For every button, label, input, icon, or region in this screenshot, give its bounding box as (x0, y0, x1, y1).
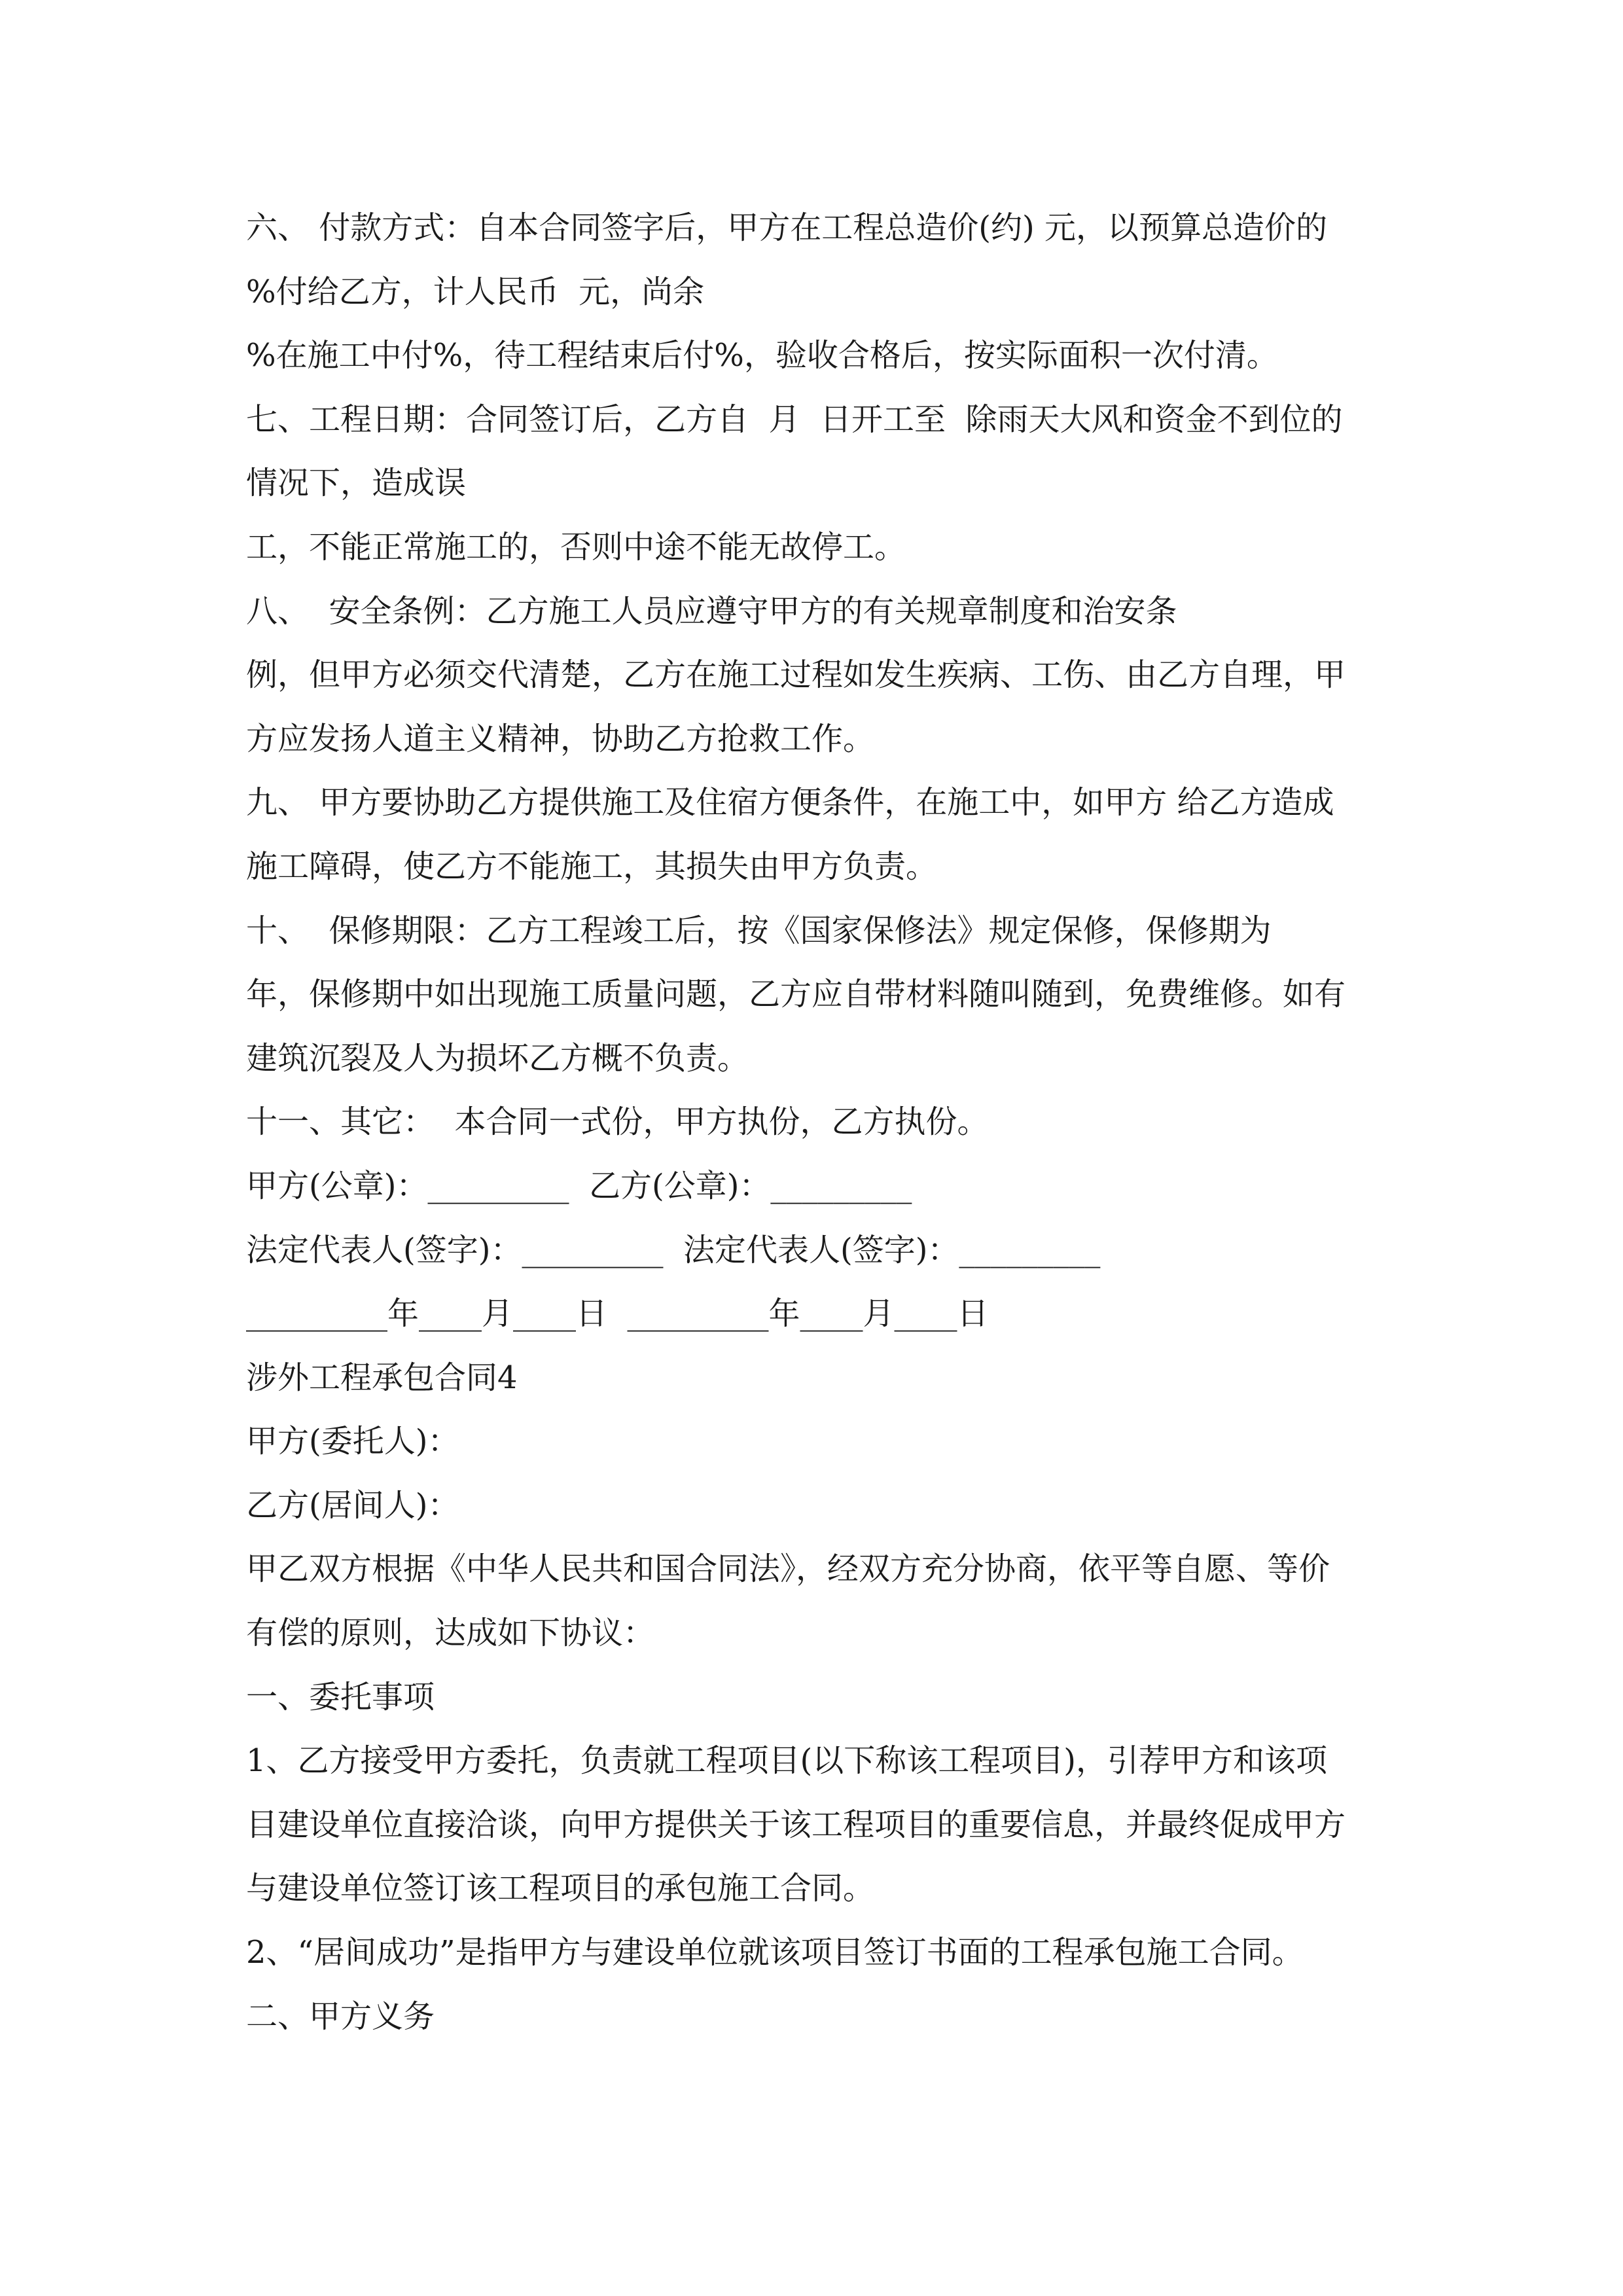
signature-line: 法定代表人(签字)：_________ 法定代表人(签字)：_________ (246, 1231, 1101, 1268)
text-line: 例，但甲方必须交代清楚，乙方在施工过程如发生疾病、工伤、由乙方自理，甲 (246, 656, 1346, 694)
text-line: 九、 甲方要协助乙方提供施工及住宿方便条件，在施工中，如甲方 给乙方造成 (246, 784, 1334, 821)
text-line: %在施工中付%，待工程结束后付%，验收合格后，按实际面积一次付清。 (246, 337, 1278, 374)
text-line: %付给乙方，计人民币 元，尚余 (246, 273, 705, 310)
text-line: 六、 付款方式：自本合同签字后，甲方在工程总造价(约) 元，以预算总造价的 (246, 209, 1327, 246)
text-line: 八、 安全条例：乙方施工人员应遵守甲方的有关规章制度和治安条 (246, 592, 1177, 630)
text-line: 年，保修期中如出现施工质量问题，乙方应自带材料随叫随到，免费维修。如有 (246, 976, 1346, 1013)
text-line: 建筑沉裂及人为损坏乙方概不负责。 (246, 1039, 749, 1077)
text-line: 目建设单位直接洽谈，向甲方提供关于该工程项目的重要信息，并最终促成甲方 (246, 1806, 1346, 1843)
text-line: 情况下，造成误 (246, 465, 467, 502)
text-line: 方应发扬人道主义精神，协助乙方抢救工作。 (246, 720, 875, 757)
text-line: 施工障碍，使乙方不能施工，其损失由甲方负责。 (246, 848, 938, 885)
text-line: 2、“居间成功”是指甲方与建设单位就该项目签订书面的工程承包施工合同。 (246, 1934, 1304, 1971)
text-line: 甲乙双方根据《中华人民共和国合同法》，经双方充分协商，依平等自愿、等价 (246, 1551, 1330, 1588)
document-body (246, 196, 1385, 2049)
text-line: 七、工程日期：合同签订后，乙方自 月 日开工至 除雨天大风和资金不到位的 (246, 401, 1343, 438)
date-line: _________年____月____日 _________年____月____日 (246, 1295, 989, 1333)
signature-line: 甲方(公章)：_________ 乙方(公章)：_________ (246, 1167, 912, 1204)
text-line: 二、甲方义务 (246, 1998, 435, 2035)
text-line: 甲方(委托人)： (246, 1423, 459, 1460)
text-line: 一、委托事项 (246, 1678, 435, 1715)
text-line: 十、 保修期限：乙方工程竣工后，按《国家保修法》规定保修，保修期为 (246, 912, 1272, 949)
text-line: 有偿的原则，达成如下协议： (246, 1615, 655, 1652)
text-line: 与建设单位签订该工程项目的承包施工合同。 (246, 1870, 875, 1907)
text-line: 1、乙方接受甲方委托，负责就工程项目(以下称该工程项目)，引荐甲方和该项 (246, 1742, 1327, 1780)
text-line: 十一、其它： 本合同一式份，甲方执份，乙方执份。 (246, 1103, 989, 1141)
text-line: 乙方(居间人)： (246, 1486, 459, 1524)
text-line: 工，不能正常施工的，否则中途不能无故停工。 (246, 528, 906, 565)
section-title: 涉外工程承包合同4 (246, 1359, 518, 1396)
